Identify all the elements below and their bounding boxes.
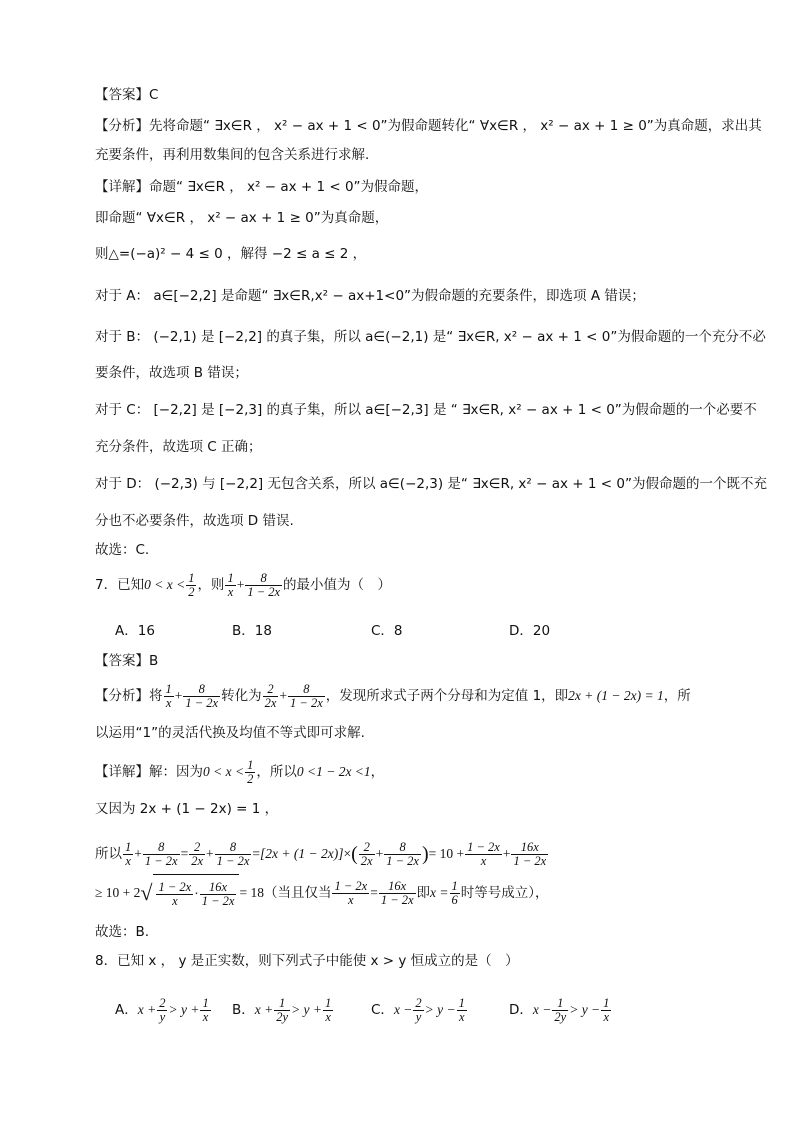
fraction-1-2x-over-x xyxy=(465,841,502,868)
q6-option-a-analysis: 对于 A： a∈[−2,2] 是命题“ ∃x∈R,x² − ax+1<0”为假命题的充要条件，即选项 A 错误； xyxy=(95,288,645,304)
fraction-2-over-2x xyxy=(263,683,279,710)
condition-end: 时等号成立）， xyxy=(460,885,549,901)
q8-stem: 8．已知 x ， y 是正实数，则下列式子中能使 x > y 恒成立的是（ ） xyxy=(95,953,519,969)
times-sign: × xyxy=(343,846,352,861)
answer-tag: 【答案】 xyxy=(95,87,149,103)
rhs-fraction xyxy=(601,997,611,1024)
equals-sign: = xyxy=(370,885,378,900)
q6-detail-line-1 xyxy=(95,178,710,196)
q8-options xyxy=(115,992,715,1028)
numerator: 1 xyxy=(125,839,132,854)
numerator: 1 xyxy=(188,570,195,585)
q7-stem-mid: ，则 xyxy=(197,577,225,593)
q7-detail-line-3 xyxy=(95,836,710,872)
q7-analysis-line-1 xyxy=(95,680,710,712)
plus-sign: + xyxy=(279,688,288,703)
equality-condition-text: （当且仅当 xyxy=(263,885,332,901)
equals-18: = 18 xyxy=(239,885,264,900)
analysis-text: ，发现所求式子两个分母和为定值 1，即 xyxy=(325,688,569,704)
denominator: x xyxy=(325,1009,331,1024)
q7-answer-line xyxy=(95,652,710,670)
rhs: > y + xyxy=(291,1002,323,1017)
denominator: 1 − 2x xyxy=(290,695,323,710)
denominator: 1 − 2x xyxy=(185,695,219,710)
q7-option-c: C．8 xyxy=(371,623,403,639)
lhs: x − xyxy=(393,1002,413,1017)
q6-analysis-line-1 xyxy=(95,117,762,135)
lhs: x − xyxy=(532,1002,552,1017)
q8-option-d xyxy=(509,992,612,1028)
answer-value: C xyxy=(149,87,159,103)
analysis-end: ，所 xyxy=(663,688,691,704)
fraction-16x-over-1-2x xyxy=(379,880,416,907)
q7-expr-fraction-2 xyxy=(245,572,282,599)
numerator: 1 − 2x xyxy=(467,839,500,854)
q6-detail-line-3: 则△=(−a)² − 4 ≤ 0 ，解得 −2 ≤ a ≤ 2 ， xyxy=(95,246,367,262)
numerator: 1 − 2x xyxy=(334,878,368,893)
left-paren: ( xyxy=(351,843,358,865)
numerator: 8 xyxy=(143,841,180,855)
q6-analysis-line-2: 充要条件，再利用数集间的包含关系进行求解. xyxy=(95,147,370,163)
q7-stem-prefix: 7．已知 xyxy=(95,577,145,593)
denominator: 2 xyxy=(247,771,254,786)
rhs: > y − xyxy=(424,1002,456,1017)
x-equals: x = xyxy=(430,885,449,900)
bracket-expression: [2x + (1 − 2x)] xyxy=(260,846,344,861)
q6-option-d-analysis-1: 对于 D： (−2,3) 与 [−2,2] 无包含关系，所以 a∈(−2,3) 是“ ∃x∈R, x² − ax + 1 < 0”为假命题的一个既不充 xyxy=(95,476,767,492)
q8-option-c xyxy=(371,992,468,1028)
q6-answer-line xyxy=(95,86,710,104)
denominator: y xyxy=(415,1009,422,1024)
analysis-equation: 2x + (1 − 2x) = 1 xyxy=(568,688,664,703)
inequality-prefix: ≥ 10 + 2 xyxy=(95,885,141,900)
numerator: 2 xyxy=(359,841,375,855)
denominator: 1 − 2x xyxy=(386,853,419,868)
numerator: 1 xyxy=(552,997,568,1011)
fraction-1-2x-over-x xyxy=(332,880,369,907)
sqrt-icon: √ xyxy=(140,880,153,905)
lhs-fraction xyxy=(157,997,167,1024)
numerator: 16x xyxy=(511,841,548,855)
denominator: x xyxy=(348,892,354,907)
q6-detail-line-2: 即命题“ ∀x∈R ， x² − ax + 1 ≥ 0”为真命题， xyxy=(95,210,389,226)
numerator: 1 xyxy=(202,995,209,1010)
q7-condition-fraction xyxy=(186,572,196,599)
denominator: 2x xyxy=(360,853,373,868)
denominator: 2x xyxy=(191,853,204,868)
numerator: 8 xyxy=(245,572,282,586)
analysis-tag: 【分析】 xyxy=(95,688,149,704)
denominator: 2 xyxy=(188,584,195,599)
rhs-fraction xyxy=(200,997,210,1024)
denominator: x xyxy=(125,853,131,868)
detail-prefix: 解：因为 xyxy=(149,764,203,780)
q7-option-b: B．18 xyxy=(232,623,272,639)
numerator: 8 xyxy=(288,683,325,697)
fraction-one-sixth xyxy=(450,880,460,907)
fraction-16x-over-1-2x xyxy=(511,841,548,868)
analysis-prefix: 将 xyxy=(149,688,163,704)
detail-prefix: 所以 xyxy=(95,846,122,862)
denominator: 1 − 2x xyxy=(144,853,178,868)
option-label: C． xyxy=(371,1002,394,1018)
fraction-one-half xyxy=(245,759,255,786)
numerator: 1 xyxy=(247,757,254,772)
detail-tag: 【详解】 xyxy=(95,764,149,780)
fraction-2-over-2x xyxy=(359,841,375,868)
fraction-8-over-1-2x xyxy=(215,841,252,868)
answer-value: B xyxy=(149,653,159,669)
q7-detail-line-2: 又因为 2x + (1 − 2x) = 1 ， xyxy=(95,801,279,817)
plus-sign: + xyxy=(375,846,384,861)
numerator: 1 xyxy=(458,995,465,1010)
detail-tag: 【详解】 xyxy=(95,179,149,195)
condition-connector: 即 xyxy=(416,885,431,901)
q6-option-b-analysis-2: 要条件，故选项 B 错误； xyxy=(95,365,248,381)
plus-sign: + xyxy=(236,577,245,592)
denominator: 2x xyxy=(264,695,277,710)
condition: 0 < x < xyxy=(203,764,245,779)
q7-detail-line-4 xyxy=(95,874,710,912)
numerator: 1 − 2x xyxy=(158,879,192,894)
denominator: 1 − 2x xyxy=(513,853,547,868)
detail-end: ， xyxy=(370,764,385,780)
denominator: 2y xyxy=(554,1009,567,1024)
fraction-8-over-1-2x xyxy=(288,683,325,710)
rhs-fraction xyxy=(323,997,333,1024)
right-paren: ) xyxy=(421,843,429,865)
fraction-1-2x-over-x xyxy=(156,881,193,908)
denominator: x xyxy=(458,1009,465,1024)
rhs: > y − xyxy=(569,1002,601,1017)
numerator: 1 xyxy=(325,995,332,1010)
q6-option-b-analysis-1: 对于 B： (−2,1) 是 [−2,2] 的真子集，所以 a∈(−2,1) 是“ ∃x∈R, x² − ax + 1 < 0”为假命题的一个充分不必 xyxy=(95,329,766,345)
numerator: 2 xyxy=(263,683,279,697)
detail-text: 命题“ ∃x∈R ， x² − ax + 1 < 0”为假命题， xyxy=(149,179,429,195)
denominator: x xyxy=(165,695,172,710)
fraction-1-over-x xyxy=(164,683,174,710)
fraction-16x-over-1-2x xyxy=(200,881,237,908)
lhs-fraction xyxy=(552,997,568,1024)
sqrt-body xyxy=(153,874,239,912)
q6-choose: 故选：C. xyxy=(95,542,150,558)
plus-sign: + xyxy=(502,846,511,861)
q8-option-b xyxy=(232,992,334,1028)
numerator: 8 xyxy=(384,841,421,855)
denominator: 1 − 2x xyxy=(247,584,281,599)
numerator: 1 xyxy=(451,878,458,893)
denominator: 6 xyxy=(451,892,458,907)
denominator: 2y xyxy=(276,1009,289,1024)
rhs: > y + xyxy=(168,1002,200,1017)
numerator: 1 xyxy=(165,681,172,696)
analysis-mid: 转化为 xyxy=(221,688,262,704)
analysis-tag: 【分析】 xyxy=(95,118,149,134)
q7-condition: 0 < x < xyxy=(144,577,186,592)
numerator: 16x xyxy=(379,880,416,894)
denominator: 1 − 2x xyxy=(380,892,414,907)
lhs-fraction xyxy=(274,997,290,1024)
answer-tag: 【答案】 xyxy=(95,653,149,669)
denominator: 1 − 2x xyxy=(201,893,235,908)
q8-option-a xyxy=(115,992,212,1028)
numerator: 1 xyxy=(227,570,234,585)
denominator: x xyxy=(227,584,234,599)
option-label: B． xyxy=(232,1002,255,1018)
q6-option-d-analysis-2: 分也不必要条件，故选项 D 错误. xyxy=(95,513,294,529)
numerator: 1 xyxy=(274,997,290,1011)
fraction-2-over-2x xyxy=(189,841,205,868)
option-label: A． xyxy=(115,1002,138,1018)
q7-option-a: A．16 xyxy=(115,623,155,639)
analysis-text: 先将命题“ ∃x∈R ， x² − ax + 1 < 0”为假命题转化“ ∀x∈R ， x² − ax + 1 ≥ 0”为真命题，求出其 xyxy=(149,118,762,134)
ten-plus: = 10 + xyxy=(428,846,465,861)
option-label: D． xyxy=(509,1002,533,1018)
q7-option-d: D．20 xyxy=(509,623,551,639)
numerator: 2 xyxy=(415,995,422,1010)
equals-sign: = xyxy=(252,846,261,861)
lhs: x + xyxy=(254,1002,274,1017)
dot-sign: · xyxy=(194,886,199,901)
numerator: 1 xyxy=(603,995,610,1010)
q7-expr-fraction-1 xyxy=(225,572,235,599)
denominator: 1 − 2x xyxy=(216,853,250,868)
q6-option-c-analysis-2: 充分条件，故选项 C 正确； xyxy=(95,439,262,455)
detail-mid: ，所以 xyxy=(256,764,297,780)
denominator: x xyxy=(480,853,487,868)
fraction-8-over-1-2x xyxy=(143,841,180,868)
q6-option-c-analysis-1: 对于 C： [−2,2] 是 [−2,3] 的真子集，所以 a∈[−2,3] 是 “ ∃x∈R, x² − ax + 1 < 0”为假命题的一个必要不 xyxy=(95,402,757,418)
plus-sign: + xyxy=(206,846,214,861)
denominator: x xyxy=(603,1009,610,1024)
q7-stem-suffix: 的最小值为（ ） xyxy=(283,577,392,593)
plus-sign: + xyxy=(174,688,183,703)
q7-stem xyxy=(95,570,710,600)
q7-detail-line-1 xyxy=(95,756,710,788)
fraction-1-over-x xyxy=(123,841,133,868)
lhs: x + xyxy=(137,1002,157,1017)
fraction-8-over-1-2x xyxy=(384,841,421,868)
denominator: x xyxy=(172,893,178,908)
q7-choose: 故选：B. xyxy=(95,924,150,940)
numerator: 8 xyxy=(215,841,252,855)
numerator: 8 xyxy=(183,683,220,697)
rhs-fraction xyxy=(457,997,467,1024)
plus-sign: + xyxy=(134,846,142,861)
numerator: 16x xyxy=(200,881,237,895)
fraction-8-over-1-2x xyxy=(183,683,220,710)
equals-sign: = xyxy=(180,846,189,861)
numerator: 2 xyxy=(189,841,205,855)
lhs-fraction xyxy=(413,997,423,1024)
q7-analysis-line-2: 以运用“1”的灵活代换及均值不等式即可求解. xyxy=(95,725,365,741)
inequality: 0 <1 − 2x <1 xyxy=(296,764,371,779)
denominator: y xyxy=(159,1009,166,1024)
denominator: x xyxy=(202,1009,209,1024)
numerator: 2 xyxy=(159,995,166,1010)
